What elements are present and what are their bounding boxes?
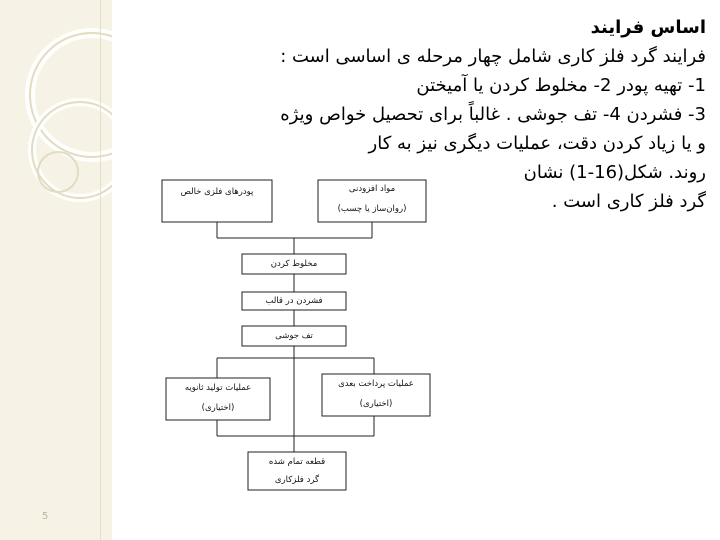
text-line-4: و یا زیاد کردن دقت، عملیات دیگری نیز به کار (368, 133, 706, 154)
box-mixing: مخلوط کردن (270, 259, 318, 269)
text-line-2: 1- تهیه پودر 2- مخلوط کردن یا آمیختن (416, 75, 706, 96)
box-finished-part: قطعه تمام شده (268, 457, 326, 467)
band-edge-line (100, 0, 101, 540)
flowchart-figure (152, 168, 442, 496)
box-finished-part-note: گرد فلزکاری (274, 475, 320, 485)
slide-title: اساس فرایند (590, 17, 706, 38)
box-finishing-ops: عملیات پرداخت بعدی (338, 379, 414, 389)
box-pure-metal-powders: پودرهای فلزی خالص (180, 187, 254, 197)
box-additives-note: (روان‌ساز یا چسب) (337, 204, 407, 214)
box-pressing: فشردن در قالب (265, 296, 323, 306)
box-additives: مواد افزودنی (348, 184, 396, 194)
decorative-side-band (0, 0, 112, 540)
text-line-5: روند. شکل(16-1) نشان (523, 162, 706, 183)
slide-number: 5 (42, 511, 49, 522)
text-line-1: فرایند گرد فلز کاری شامل چهار مرحله ی اساسی است : (280, 46, 706, 67)
box-secondary-note: (اختیاری) (201, 403, 235, 413)
box-secondary-ops: عملیات تولید ثانویه (184, 383, 252, 393)
text-line-6: گرد فلز کاری است . (551, 191, 706, 212)
box-sintering: تف جوشی (275, 331, 313, 341)
box-finishing-note: (اختیاری) (359, 399, 393, 409)
decorative-circles (0, 0, 112, 540)
text-line-3: 3- فشردن 4- تف جوشی . غالباً برای تحصیل خواص ویژه (280, 104, 706, 125)
